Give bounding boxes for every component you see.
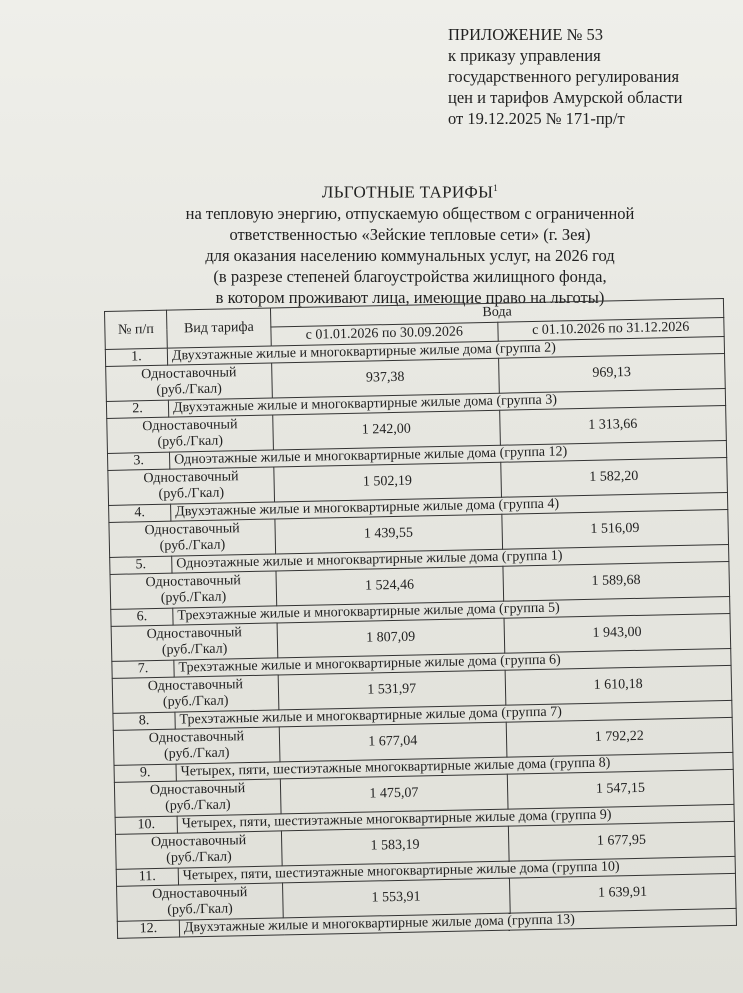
tariff-kind [114, 779, 281, 817]
tariff-kind-label: Одноставочный [144, 521, 240, 539]
group-name: Двухэтажные жилые и многоквартирные жилые дома (группа 13) [179, 908, 736, 937]
tariff-kind-unit: (руб./Гкал) [164, 797, 231, 814]
header-period-2: с 01.10.2026 по 31.12.2026 [497, 318, 724, 342]
group-name: Четырех, пяти, шестиэтажные многоквартирные жилые дома (группа 10) [178, 856, 735, 885]
row-number: 3. [107, 452, 169, 470]
tariff-kind-label: Одноставочный [141, 365, 237, 383]
tariff-kind [110, 571, 277, 609]
group-name: Трехэтажные жилые и многоквартирные жилые дома (группа 5) [173, 596, 730, 625]
attachment-line: цен и тарифов Амурской области [448, 88, 683, 107]
tariff-value-period-1: 1 677,04 [279, 722, 506, 762]
row-number: 6. [111, 608, 173, 626]
main-title-text: ЛЬГОТНЫЕ ТАРИФЫ [321, 182, 494, 202]
tariff-value-period-2: 1 610,18 [505, 665, 732, 705]
tariff-kind [109, 519, 276, 557]
tariff-kind-label: Одноставочный [150, 833, 247, 851]
row-number: 2. [106, 400, 168, 418]
tariff-kind-unit: (руб./Гкал) [163, 745, 230, 762]
tariff-kind-label: Одноставочный [145, 573, 241, 591]
row-number: 11. [116, 868, 178, 886]
tariff-kind-unit: (руб./Гкал) [166, 849, 232, 866]
group-name: Четырех, пяти, шестиэтажные многоквартирные жилые дома (группа 9) [177, 804, 734, 833]
tariff-value-period-2: 1 313,66 [499, 406, 726, 446]
tariff-kind [107, 415, 274, 453]
header-kind: Вид тарифа [166, 308, 271, 348]
tariff-value-period-2: 1 547,15 [507, 769, 734, 809]
group-name: Четырех, пяти, шестиэтажные многоквартирные жилые дома (группа 8) [176, 752, 733, 781]
tariff-kind [117, 883, 284, 921]
row-number: 4. [109, 504, 171, 522]
header-period-1: с 01.01.2026 по 30.09.2026 [271, 322, 498, 346]
tariff-kind [108, 467, 275, 505]
title-line: ответственностью «Зейские тепловые сети» (г. Зея) [229, 224, 591, 244]
group-name: Трехэтажные жилые и многоквартирные жилые дома (группа 6) [174, 648, 731, 677]
tariff-table-wrapper [104, 298, 737, 939]
tariff-value-period-2: 1 582,20 [500, 457, 727, 497]
tariff-kind-unit: (руб./Гкал) [162, 693, 229, 710]
title-line: (в разрезе степеней благоустройства жилищного фонда, [213, 266, 607, 286]
attachment-line: к приказу управления [448, 46, 601, 65]
attachment-header [448, 24, 738, 129]
title-line: для оказания населению коммунальных услуг, на 2026 год [205, 245, 615, 265]
footnote-mark: 1 [493, 183, 499, 193]
tariff-value-period-2: 1 639,91 [509, 873, 736, 913]
tariff-value-period-2: 1 677,95 [508, 821, 735, 861]
tariff-value-period-2: 1 792,22 [506, 717, 733, 757]
group-name: Одноэтажные жилые и многоквартирные жилые дома (группа 12) [169, 440, 726, 469]
tariff-kind [115, 831, 282, 869]
tariff-kind-unit: (руб./Гкал) [161, 641, 228, 658]
tariff-value-period-1: 1 553,91 [283, 878, 510, 918]
tariff-value-period-1: 1 583,19 [281, 826, 508, 866]
tariff-value-period-1: 1 807,09 [277, 618, 504, 658]
document-title [150, 178, 670, 308]
group-name: Двухэтажные жилые и многоквартирные жилые дома (группа 3) [168, 389, 725, 418]
row-number: 7. [112, 660, 174, 678]
tariff-kind [113, 727, 280, 765]
attachment-line: государственного регулирования [448, 67, 680, 86]
tariff-value-period-2: 1 943,00 [504, 613, 731, 653]
tariff-kind-label: Одноставочный [147, 677, 244, 695]
tariff-kind-unit: (руб./Гкал) [160, 589, 227, 606]
tariff-value-period-1: 1 242,00 [273, 410, 500, 450]
tariff-kind-label: Одноставочный [151, 885, 248, 903]
tariff-kind-unit: (руб./Гкал) [156, 381, 223, 398]
row-number: 12. [117, 920, 179, 938]
group-name: Трехэтажные жилые и многоквартирные жилые дома (группа 7) [175, 700, 732, 729]
tariff-value-period-2: 1 589,68 [502, 561, 729, 601]
tariff-kind [106, 363, 273, 401]
table-body [105, 337, 736, 939]
row-number: 9. [114, 764, 176, 782]
row-number: 8. [113, 712, 175, 730]
tariff-kind-unit: (руб./Гкал) [167, 901, 233, 918]
tariff-value-period-1: 1 531,97 [278, 670, 505, 710]
header-water: Вода [270, 299, 723, 327]
tariff-value-period-2: 1 516,09 [501, 509, 728, 549]
header-num: № п/п [105, 310, 168, 349]
tariff-table [104, 298, 737, 939]
tariff-kind-label: Одноставочный [149, 781, 246, 799]
row-number: 1. [105, 348, 167, 366]
tariff-kind-unit: (руб./Гкал) [158, 485, 225, 502]
attachment-number: ПРИЛОЖЕНИЕ № 53 [448, 25, 603, 44]
tariff-value-period-1: 1 475,07 [280, 774, 507, 814]
tariff-kind [112, 675, 279, 713]
tariff-value-period-1: 1 502,19 [274, 462, 501, 502]
title-line: на тепловую энергию, отпускаемую обществом с ограниченной [185, 203, 635, 223]
attachment-date: от 19.12.2025 № 171-пр/т [448, 109, 625, 128]
row-number: 5. [110, 556, 172, 574]
tariff-kind-label: Одноставочный [146, 625, 243, 643]
tariff-value-period-1: 1 439,55 [275, 514, 502, 554]
group-name: Двухэтажные жилые и многоквартирные жилые дома (группа 4) [171, 492, 728, 521]
tariff-value-period-2: 969,13 [498, 354, 725, 394]
tariff-value-period-1: 937,38 [272, 358, 499, 398]
tariff-kind-label: Одноставочный [142, 417, 238, 435]
tariff-kind [111, 623, 278, 661]
main-title [150, 178, 670, 203]
title-line: в котором проживают лица, имеющие право на льготы) [215, 287, 605, 307]
tariff-value-period-1: 1 524,46 [276, 566, 503, 606]
tariff-kind-label: Одноставочный [143, 469, 239, 487]
group-name: Одноэтажные жилые и многоквартирные жилые дома (группа 1) [172, 544, 729, 573]
tariff-kind-unit: (руб./Гкал) [157, 433, 224, 450]
row-number: 10. [115, 816, 177, 834]
group-name: Двухэтажные жилые и многоквартирные жилые дома (группа 2) [167, 337, 724, 366]
tariff-kind-label: Одноставочный [148, 729, 245, 747]
tariff-kind-unit: (руб./Гкал) [159, 537, 226, 554]
